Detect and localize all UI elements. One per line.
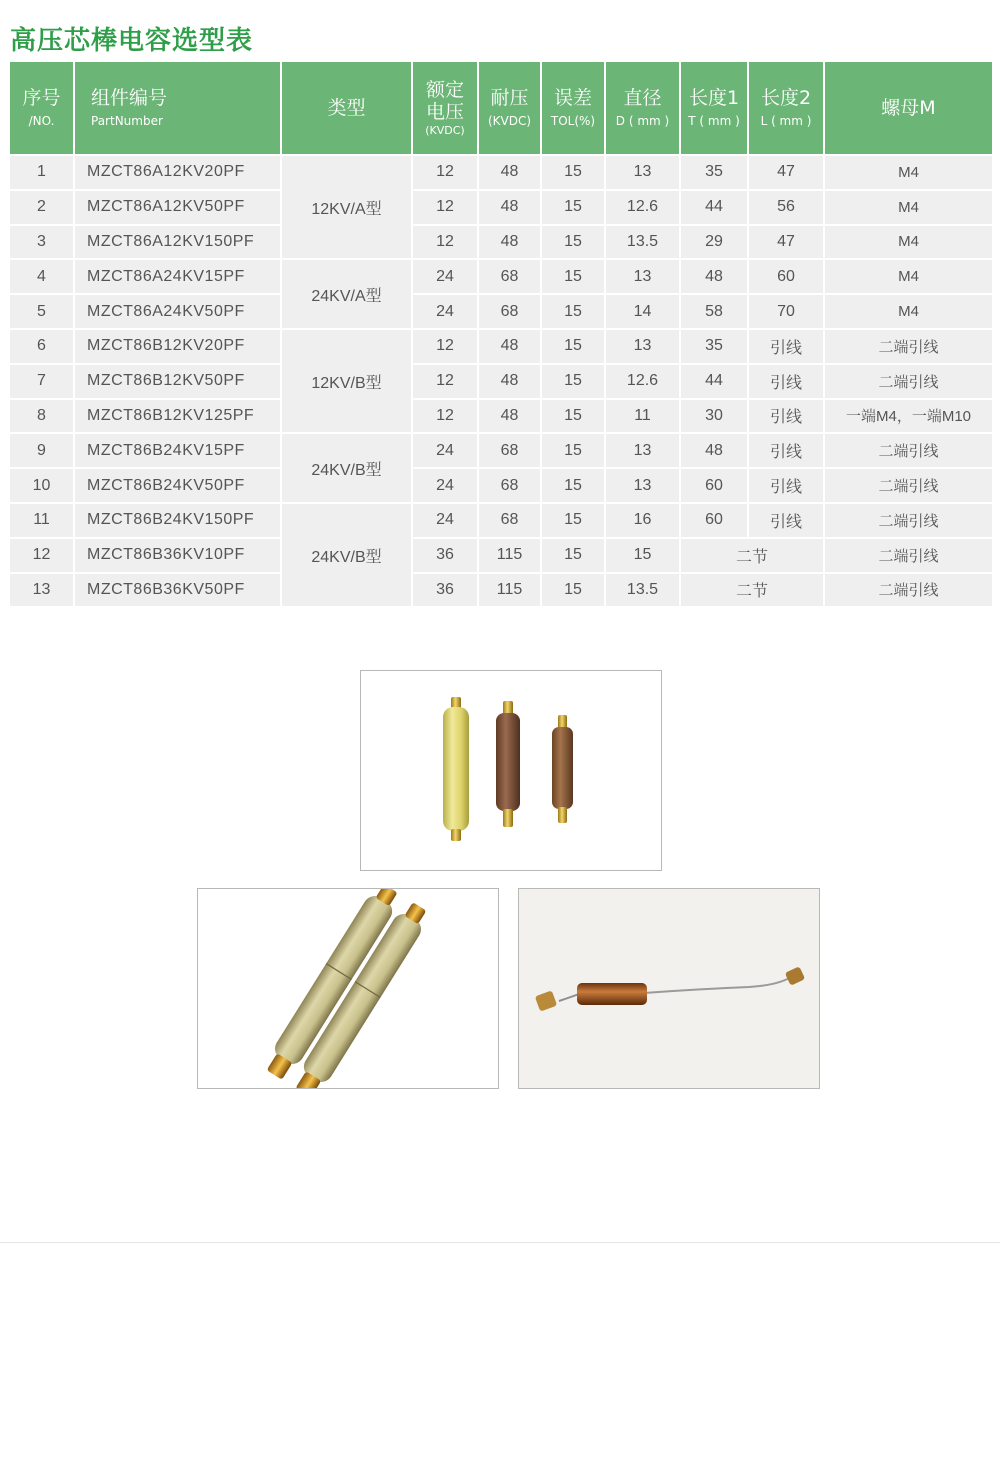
cell-length1: 35 bbox=[681, 156, 747, 189]
cell-length2: 47 bbox=[749, 156, 823, 189]
cell-part-number: MZCT86B24KV50PF bbox=[75, 469, 280, 502]
table-row bbox=[10, 226, 992, 259]
header-length2 bbox=[749, 62, 823, 154]
header-length1 bbox=[681, 62, 747, 154]
cell-nut: 一端M4，一端M10 bbox=[825, 400, 992, 433]
header-type-main: 类型 bbox=[327, 96, 366, 119]
footer-divider bbox=[0, 1242, 1000, 1243]
table-row bbox=[10, 400, 992, 433]
cell-length1: 30 bbox=[681, 400, 747, 433]
table-row bbox=[10, 539, 992, 572]
cell-tolerance: 15 bbox=[542, 434, 604, 467]
cell-nut: 二端引线 bbox=[825, 504, 992, 537]
cell-withstand-voltage: 115 bbox=[479, 574, 540, 607]
header-part-sub: PartNumber bbox=[91, 114, 163, 129]
cell-type: 24KV/A型 bbox=[282, 260, 411, 328]
cell-withstand-voltage: 68 bbox=[479, 434, 540, 467]
cell-part-number: MZCT86B24KV15PF bbox=[75, 434, 280, 467]
cell-length2: 引线 bbox=[749, 504, 823, 537]
cell-length2: 引线 bbox=[749, 365, 823, 398]
header-dia-main: 直径 bbox=[623, 87, 662, 110]
cell-diameter: 11 bbox=[606, 400, 679, 433]
cell-no: 11 bbox=[10, 504, 73, 537]
cell-tolerance: 15 bbox=[542, 574, 604, 607]
cell-tolerance: 15 bbox=[542, 539, 604, 572]
header-withstand-main: 耐压 bbox=[490, 87, 529, 110]
cell-withstand-voltage: 68 bbox=[479, 295, 540, 328]
header-withstand-voltage bbox=[479, 62, 540, 154]
cell-rated-voltage: 36 bbox=[413, 539, 477, 572]
cell-part-number: MZCT86B12KV20PF bbox=[75, 330, 280, 363]
cell-tolerance: 15 bbox=[542, 365, 604, 398]
table-row bbox=[10, 295, 992, 328]
cell-length2: 引线 bbox=[749, 400, 823, 433]
capacitor-spec-table bbox=[8, 60, 994, 608]
cell-withstand-voltage: 68 bbox=[479, 469, 540, 502]
leaded-capacitor-illustration bbox=[519, 889, 819, 1088]
cell-rated-voltage: 24 bbox=[413, 295, 477, 328]
header-rated-sub: (KVDC) bbox=[425, 124, 465, 138]
cell-length-merged: 二节 bbox=[681, 574, 823, 607]
cell-type: 12KV/A型 bbox=[282, 156, 411, 258]
cell-part-number: MZCT86A12KV50PF bbox=[75, 191, 280, 224]
cell-nut: M4 bbox=[825, 226, 992, 259]
header-type bbox=[282, 62, 411, 154]
cell-nut: 二端引线 bbox=[825, 330, 992, 363]
table-header-row bbox=[10, 62, 992, 154]
cell-no: 9 bbox=[10, 434, 73, 467]
cell-part-number: MZCT86B12KV125PF bbox=[75, 400, 280, 433]
product-photo-leaded-capacitor bbox=[518, 888, 820, 1089]
cell-length2: 70 bbox=[749, 295, 823, 328]
table-row bbox=[10, 504, 992, 537]
cell-rated-voltage: 24 bbox=[413, 504, 477, 537]
cell-diameter: 13.5 bbox=[606, 226, 679, 259]
header-nut bbox=[825, 62, 992, 154]
header-tol-main: 误差 bbox=[553, 87, 592, 110]
header-diameter bbox=[606, 62, 679, 154]
cell-length1: 35 bbox=[681, 330, 747, 363]
cell-tolerance: 15 bbox=[542, 469, 604, 502]
cell-no: 2 bbox=[10, 191, 73, 224]
table-row bbox=[10, 191, 992, 224]
cell-rated-voltage: 24 bbox=[413, 434, 477, 467]
cell-diameter: 12.6 bbox=[606, 191, 679, 224]
cell-nut: M4 bbox=[825, 295, 992, 328]
cell-length2: 引线 bbox=[749, 434, 823, 467]
cell-nut: 二端引线 bbox=[825, 574, 992, 607]
cell-part-number: MZCT86A24KV15PF bbox=[75, 260, 280, 293]
cell-rated-voltage: 12 bbox=[413, 365, 477, 398]
cell-diameter: 15 bbox=[606, 539, 679, 572]
cell-diameter: 12.6 bbox=[606, 365, 679, 398]
cell-nut: 二端引线 bbox=[825, 434, 992, 467]
table-row bbox=[10, 260, 992, 293]
cell-length1: 60 bbox=[681, 504, 747, 537]
table-row bbox=[10, 156, 992, 189]
cell-nut: 二端引线 bbox=[825, 365, 992, 398]
cell-length1: 44 bbox=[681, 191, 747, 224]
cell-rated-voltage: 12 bbox=[413, 191, 477, 224]
cell-part-number: MZCT86B12KV50PF bbox=[75, 365, 280, 398]
cell-tolerance: 15 bbox=[542, 260, 604, 293]
cell-part-number: MZCT86A12KV20PF bbox=[75, 156, 280, 189]
cell-no: 5 bbox=[10, 295, 73, 328]
page-title: 高压芯棒电容选型表 bbox=[10, 26, 254, 56]
cell-rated-voltage: 24 bbox=[413, 260, 477, 293]
cell-part-number: MZCT86B36KV10PF bbox=[75, 539, 280, 572]
header-nut-main: 螺母M bbox=[881, 96, 936, 119]
cell-length2: 47 bbox=[749, 226, 823, 259]
cell-length1: 48 bbox=[681, 260, 747, 293]
cell-type: 12KV/B型 bbox=[282, 330, 411, 432]
capacitor-illustration bbox=[361, 671, 661, 870]
cell-nut: M4 bbox=[825, 156, 992, 189]
cell-part-number: MZCT86B36KV50PF bbox=[75, 574, 280, 607]
cell-withstand-voltage: 48 bbox=[479, 156, 540, 189]
cell-no: 12 bbox=[10, 539, 73, 572]
cell-rated-voltage: 24 bbox=[413, 469, 477, 502]
cell-length1: 58 bbox=[681, 295, 747, 328]
cell-tolerance: 15 bbox=[542, 330, 604, 363]
cell-no: 4 bbox=[10, 260, 73, 293]
cell-length2: 60 bbox=[749, 260, 823, 293]
header-no-main: 序号 bbox=[22, 87, 61, 110]
cell-length2: 引线 bbox=[749, 330, 823, 363]
header-len1-main: 长度1 bbox=[688, 87, 740, 110]
header-no bbox=[10, 62, 73, 154]
product-photo-three-capacitors bbox=[360, 670, 662, 871]
cell-tolerance: 15 bbox=[542, 156, 604, 189]
cell-nut: M4 bbox=[825, 191, 992, 224]
long-capacitor-illustration bbox=[198, 889, 498, 1088]
header-rated-main1: 额定 bbox=[425, 78, 464, 101]
header-tolerance bbox=[542, 62, 604, 154]
cell-withstand-voltage: 48 bbox=[479, 330, 540, 363]
cell-type: 24KV/B型 bbox=[282, 504, 411, 606]
cell-diameter: 13 bbox=[606, 330, 679, 363]
cell-tolerance: 15 bbox=[542, 400, 604, 433]
header-dia-sub: D ( mm ) bbox=[615, 114, 670, 129]
cell-length1: 29 bbox=[681, 226, 747, 259]
cell-no: 6 bbox=[10, 330, 73, 363]
cell-diameter: 13.5 bbox=[606, 574, 679, 607]
cell-tolerance: 15 bbox=[542, 295, 604, 328]
cell-no: 8 bbox=[10, 400, 73, 433]
cell-diameter: 13 bbox=[606, 156, 679, 189]
cell-tolerance: 15 bbox=[542, 504, 604, 537]
cell-withstand-voltage: 48 bbox=[479, 226, 540, 259]
cell-rated-voltage: 12 bbox=[413, 400, 477, 433]
cell-nut: 二端引线 bbox=[825, 539, 992, 572]
cell-rated-voltage: 12 bbox=[413, 156, 477, 189]
cell-no: 1 bbox=[10, 156, 73, 189]
cell-withstand-voltage: 48 bbox=[479, 365, 540, 398]
cell-no: 3 bbox=[10, 226, 73, 259]
cell-length2: 引线 bbox=[749, 469, 823, 502]
cell-length1: 48 bbox=[681, 434, 747, 467]
header-rated-main2: 电压 bbox=[425, 101, 464, 124]
cell-withstand-voltage: 115 bbox=[479, 539, 540, 572]
table-row bbox=[10, 365, 992, 398]
cell-part-number: MZCT86A12KV150PF bbox=[75, 226, 280, 259]
header-part bbox=[75, 62, 280, 154]
cell-withstand-voltage: 68 bbox=[479, 504, 540, 537]
cell-withstand-voltage: 68 bbox=[479, 260, 540, 293]
cell-length1: 44 bbox=[681, 365, 747, 398]
header-rated-voltage bbox=[413, 62, 477, 154]
cell-length2: 56 bbox=[749, 191, 823, 224]
cell-diameter: 16 bbox=[606, 504, 679, 537]
cell-no: 13 bbox=[10, 574, 73, 607]
header-withstand-sub: (KVDC) bbox=[487, 114, 532, 129]
header-no-sub: /NO. bbox=[28, 114, 55, 129]
cell-rated-voltage: 12 bbox=[413, 330, 477, 363]
cell-diameter: 13 bbox=[606, 469, 679, 502]
header-len2-sub: L ( mm ) bbox=[760, 114, 812, 129]
header-len2-main: 长度2 bbox=[760, 87, 812, 110]
cell-tolerance: 15 bbox=[542, 226, 604, 259]
cell-part-number: MZCT86A24KV50PF bbox=[75, 295, 280, 328]
cell-no: 10 bbox=[10, 469, 73, 502]
cell-part-number: MZCT86B24KV150PF bbox=[75, 504, 280, 537]
table-row bbox=[10, 434, 992, 467]
product-photo-two-long-capacitors bbox=[197, 888, 499, 1089]
cell-nut: M4 bbox=[825, 260, 992, 293]
header-tol-sub: TOL(%) bbox=[550, 114, 596, 129]
cell-tolerance: 15 bbox=[542, 191, 604, 224]
cell-withstand-voltage: 48 bbox=[479, 191, 540, 224]
header-len1-sub: T ( mm ) bbox=[688, 114, 740, 129]
table-row bbox=[10, 330, 992, 363]
cell-no: 7 bbox=[10, 365, 73, 398]
table-row bbox=[10, 469, 992, 502]
cell-length1: 60 bbox=[681, 469, 747, 502]
cell-diameter: 14 bbox=[606, 295, 679, 328]
table-row bbox=[10, 574, 992, 607]
cell-rated-voltage: 12 bbox=[413, 226, 477, 259]
cell-nut: 二端引线 bbox=[825, 469, 992, 502]
cell-diameter: 13 bbox=[606, 260, 679, 293]
cell-length-merged: 二节 bbox=[681, 539, 823, 572]
cell-type: 24KV/B型 bbox=[282, 434, 411, 502]
cell-diameter: 13 bbox=[606, 434, 679, 467]
header-part-main: 组件编号 bbox=[91, 87, 168, 110]
cell-rated-voltage: 36 bbox=[413, 574, 477, 607]
cell-withstand-voltage: 48 bbox=[479, 400, 540, 433]
